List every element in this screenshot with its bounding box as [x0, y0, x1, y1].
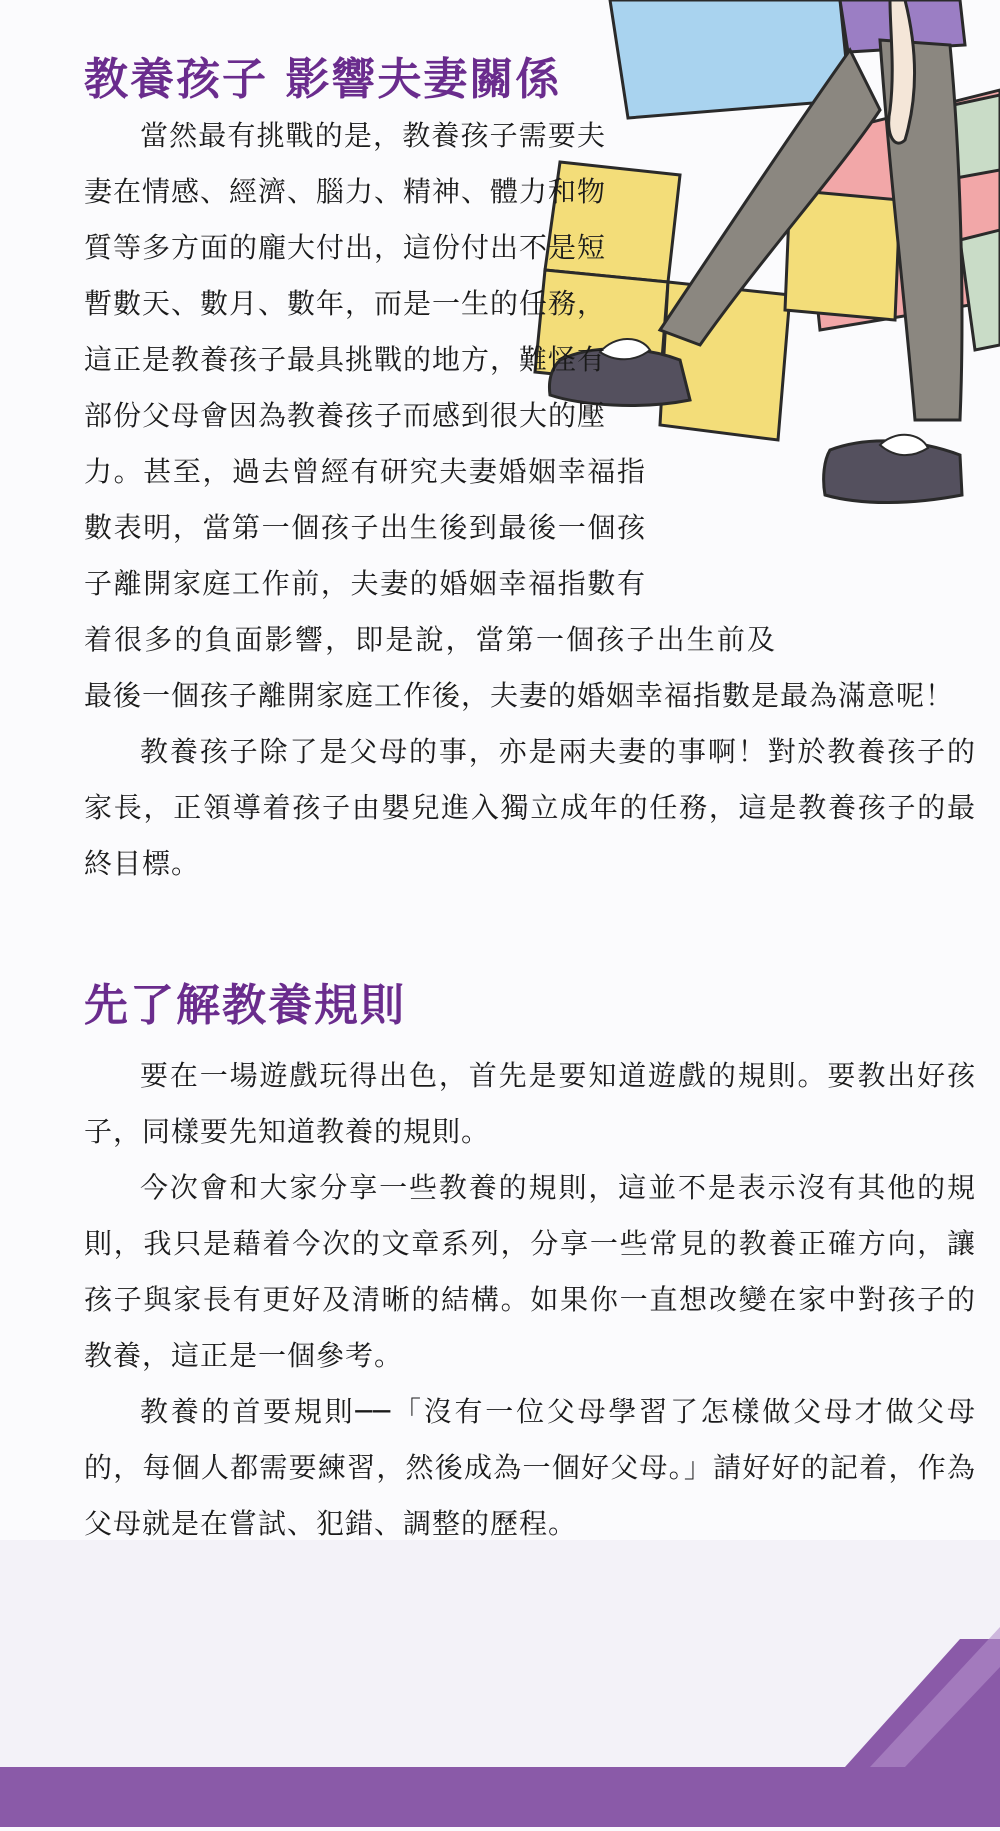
illustration-wrap-area-top [606, 52, 976, 397]
section2-paragraph-1: 要在一場遊戲玩得出色，首先是要知道遊戲的規則。要教出好孩子，同樣要先知道教養的規則。 [84, 1059, 976, 1148]
section2-paragraph-2: 今次會和大家分享一些教養的規則，這並不是表示沒有其他的規則，我只是藉着今次的文章系列，分享一些常見的教養正確方向，讓孩子與家長有更好及清晰的結構。如果你一直想改變在家中對孩子的教養，這正是一個參考。 [84, 1171, 976, 1372]
article [84, 52, 976, 1552]
section1-paragraph-1: 當然最有挑戰的是，教養孩子需要夫妻在情感、經濟、腦力、精神、體力和物質等多方面的龐大付出，這份付出不是短暫數天、數月、數年，而是一生的任務，這正是教養孩子最具挑戰的地方，難怪有部份父母會因為教養孩子而感到很大的壓力。甚至，過去曾經有研究夫妻婚姻幸福指數表明，當第一個孩子出生後到最後一個孩子離開家庭工作前，夫妻的婚姻幸福指數有着很多的負面影響，即是說，當第一個孩子出生前及最後一個孩子離開家庭工作後，夫妻的婚姻幸福指數是最為滿意呢！ [84, 119, 955, 712]
illustration-wrap-area-low [776, 557, 976, 627]
section2-paragraph-3: 教養的首要規則──「沒有一位父母學習了怎樣做父母才做父母的，每個人都需要練習，然後成為一個好父母。」請好好的記着，作為父母就是在嘗試、犯錯、調整的歷程。 [84, 1395, 976, 1540]
section1-paragraph-2: 教養孩子除了是父母的事，亦是兩夫妻的事啊！對於教養孩子的家長，正領導着孩子由嬰兒進入獨立成年的任務，這是教養孩子的最終目標。 [84, 735, 976, 880]
footer-band [0, 1607, 1000, 1827]
section2-body [84, 1048, 976, 1552]
illustration-wrap-area-mid [646, 397, 976, 557]
section2-title: 先了解教養規則 [84, 980, 406, 1031]
section1-title: 教養孩子 影響夫妻關係 [84, 54, 562, 105]
